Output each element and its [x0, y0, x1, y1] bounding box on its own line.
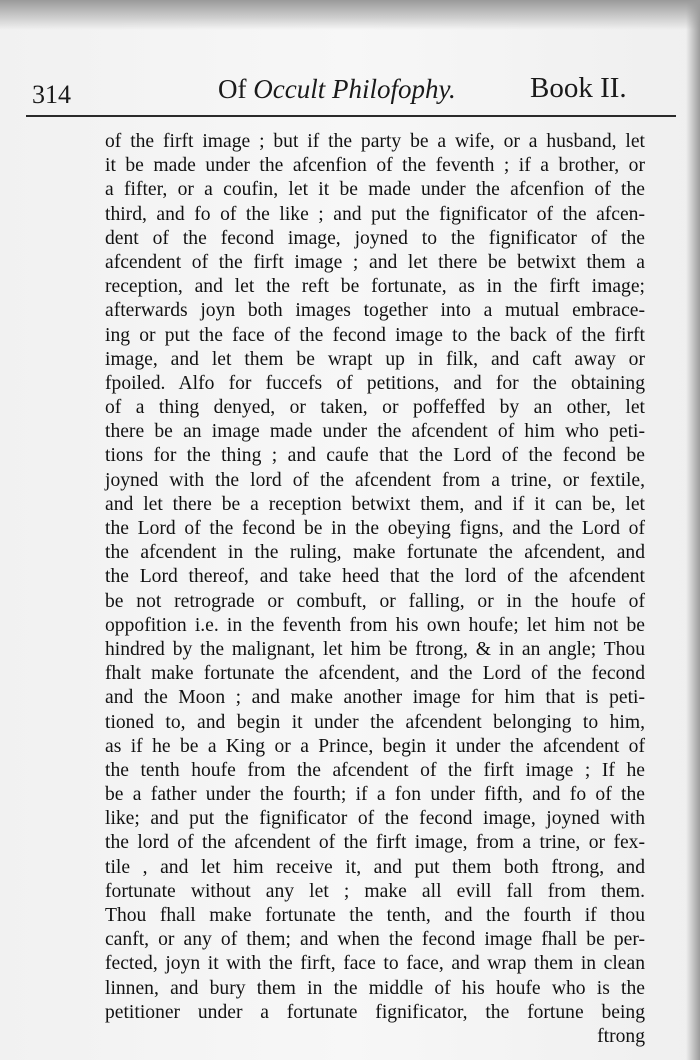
header-rule	[26, 115, 676, 117]
text-line: as if he be a King or a Prince, begin it under the afcendent of	[105, 735, 645, 757]
text-line: dent of the fecond image, joyned to the fignificator of the	[105, 227, 645, 249]
text-line: the lord of the afcendent of the firft image, from a trine, or fex-	[105, 832, 645, 854]
text-line: third, and fo of the like ; and put the fignificator of the afcen-	[105, 203, 645, 225]
book-label: Book II.	[530, 72, 627, 104]
text-line: reception, and let the reft be fortunate, as in the firft image;	[105, 276, 645, 298]
text-line: tions for the thing ; and caufe that the Lord of the fecond be	[105, 445, 645, 467]
text-line: fhalt make fortunate the afcendent, and the Lord of the fecond	[105, 663, 645, 685]
text-line: tioned to, and begin it under the afcendent belonging to him,	[105, 711, 645, 733]
text-line: fortunate without any let ; make all evill fall from them.	[105, 880, 645, 902]
running-title-of: Of	[218, 74, 247, 104]
text-line: of a thing denyed, or taken, or poffeffed by an other, let	[105, 397, 645, 419]
text-line: petitioner under a fortunate fignificator, the fortune being	[105, 1001, 645, 1023]
text-line: canft, or any of them; and when the fecond image fhall be per-	[105, 929, 645, 951]
running-title	[218, 74, 456, 105]
text-line: fpoiled. Alfo for fuccefs of petitions, and for the obtaining	[105, 372, 645, 394]
text-line: afterwards joyn both images together into a mutual embrace-	[105, 300, 645, 322]
text-line: the afcendent in the ruling, make fortunate the afcendent, and	[105, 542, 645, 564]
running-title-rest: Occult Philofophy.	[253, 74, 456, 104]
text-line: tile , and let him receive it, and put them both ftrong, and	[105, 856, 645, 878]
page-header	[0, 68, 700, 118]
text-line: fected, joyn it with the firft, face to face, and wrap them in clean	[105, 953, 645, 975]
text-line: be a father under the fourth; if a fon under fifth, and fo of the	[105, 784, 645, 806]
text-line: the Lord thereof, and take heed that the lord of the afcendent	[105, 566, 645, 588]
text-line: hindred by the malignant, let him be ftrong, & in an angle; Thou	[105, 638, 645, 660]
text-line: afcendent of the firft image ; and let there be betwixt them a	[105, 251, 645, 273]
text-line: the tenth houfe from the afcendent of the firft image ; If he	[105, 759, 645, 781]
page-number: 314	[32, 80, 71, 109]
text-line: a fifter, or a coufin, let it be made under the afcenfion of the	[105, 179, 645, 201]
text-line: be not retrograde or combuft, or falling, or in the houfe of	[105, 590, 645, 612]
text-line: ing or put the face of the fecond image to the back of the firft	[105, 324, 645, 346]
text-line: like; and put the fignificator of the fecond image, joyned with	[105, 808, 645, 830]
text-line: of the firft image ; but if the party be a wife, or a husband, let	[105, 131, 645, 152]
text-line: image, and let them be wrapt up in filk, and caft away or	[105, 348, 645, 370]
text-line: oppofition i.e. in the feventh from his own houfe; let him not be	[105, 614, 645, 636]
text-line: the Lord of the fecond be in the obeying figns, and the Lord of	[105, 518, 645, 539]
body-text	[105, 130, 645, 1049]
text-line: there be an image made under the afcendent of him who peti-	[105, 421, 645, 443]
page-edge-shadow	[686, 0, 700, 1060]
text-line: Thou fhall make fortunate the tenth, and the fourth if thou	[105, 905, 645, 926]
text-line: linnen, and bury them in the middle of his houfe who is the	[105, 977, 645, 999]
page-top-shadow	[0, 0, 700, 30]
text-line: it be made under the afcenfion of the feventh ; if a brother, or	[105, 155, 645, 177]
catchword: ftrong	[597, 1025, 645, 1047]
text-line: joyned with the lord of the afcendent from a trine, or fextile,	[105, 469, 645, 491]
text-line: and let there be a reception betwixt them, and if it can be, let	[105, 493, 645, 515]
text-line: and the Moon ; and make another image for him that is peti-	[105, 687, 645, 709]
